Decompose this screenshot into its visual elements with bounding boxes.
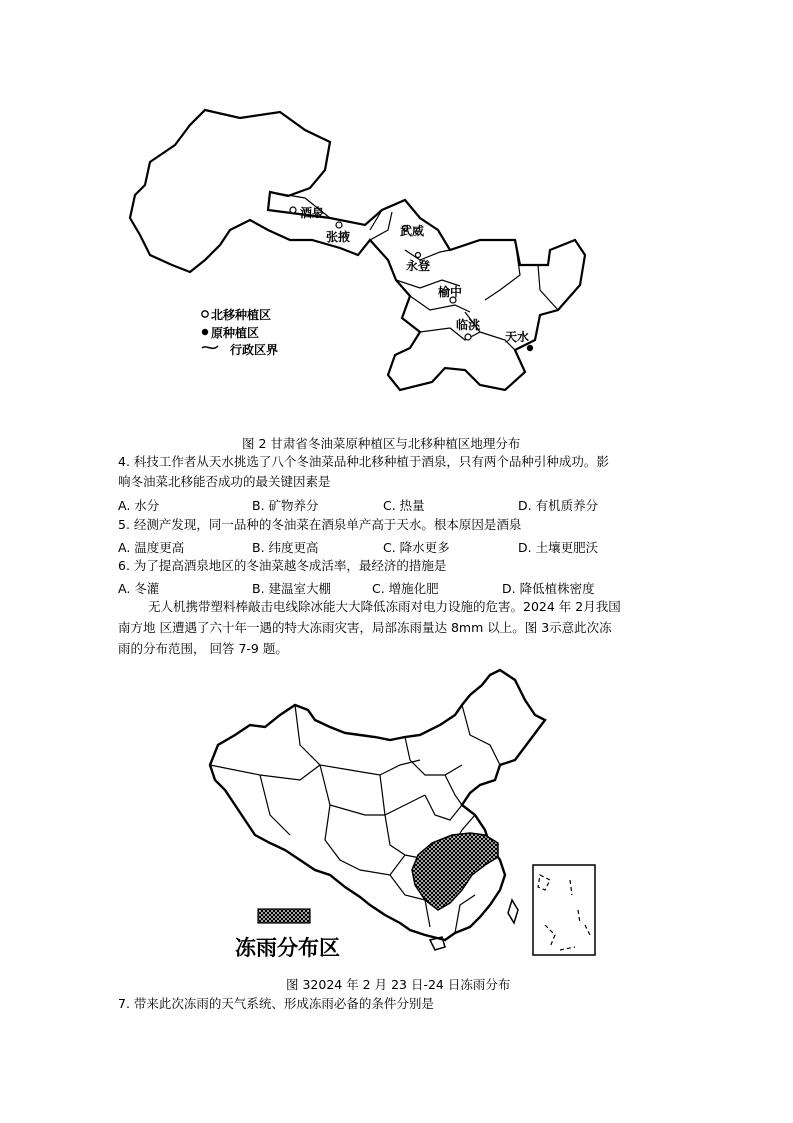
label-wuwei: 武威 [400,224,425,238]
label-jiuquan: 酒泉 [300,206,325,220]
freezing-rain-region [412,833,498,910]
province-boundaries [210,705,500,933]
q4-option-c: C. 热量 [383,498,425,513]
figure3-legend-label: 冻雨分布区 [235,936,340,960]
q5-option-a: A. 温度更高 [118,540,185,555]
q6-option-c: C. 增施化肥 [372,581,439,596]
q7-stem: 7. 带来此次冻雨的天气系统、形成冻雨必备的条件分别是 [118,996,434,1011]
label-lintao: 临洮 [456,318,481,332]
q4-stem-line1: 4. 科技工作者从天水挑选了八个冬油菜品种北移种植于酒泉，只有两个品种引种成功。影 [118,454,609,469]
q6-option-d: D. 降低植株密度 [502,581,595,596]
q6-option-a: A. 冬灌 [118,581,160,596]
legend-north-zone: 北移种植区 [211,308,272,322]
q5-option-b: B. 纬度更高 [252,540,319,555]
q6-option-b: B. 建温室大棚 [252,581,332,596]
china-map [200,665,610,965]
label-zhangye: 张掖 [326,230,351,244]
passage-line3: 雨的分布范围， 回答 7-9 题。 [118,641,288,656]
q4-option-a: A. 水分 [118,498,160,513]
passage-line2: 南方地 区遭遇了六十年一遇的特大冻雨灾害，局部冻雨量达 8mm 以上。图 3示意此次冻 [118,620,612,635]
q4-option-d: D. 有机质养分 [518,498,599,513]
figure3-caption: 图 32024 年 2 月 23 日-24 日冻雨分布 [286,977,511,992]
china-outline [210,670,545,940]
label-yongdeng: 永登 [406,259,431,273]
q4-option-b: B. 矿物养分 [252,498,319,513]
label-tianshui: 天水 [505,330,530,344]
q6-stem: 6. 为了提高酒泉地区的冬油菜越冬成活率，最经济的措施是 [118,558,447,573]
q5-option-c: C. 降水更多 [383,540,450,555]
label-yuzhong: 榆中 [438,285,463,299]
legend-origin-zone: 原种植区 [211,326,260,340]
figure2-caption: 图 2 甘肃省冬油菜原种植区与北移种植区地理分布 [242,436,521,451]
q5-option-d: D. 土壤更肥沃 [518,540,599,555]
gansu-map [120,100,620,420]
passage-line1: 无人机携带塑料棒敲击电线除冰能大大降低冻雨对电力设施的危害。2024 年 2月我国 [148,599,621,614]
q5-stem: 5. 经测产发现，同一品种的冬油菜在酒泉单产高于天水。根本原因是酒泉 [118,517,522,532]
q4-stem-line2: 响冬油菜北移能否成功的最关键因素是 [118,474,331,489]
legend-boundary: 行政区界 [230,343,279,357]
